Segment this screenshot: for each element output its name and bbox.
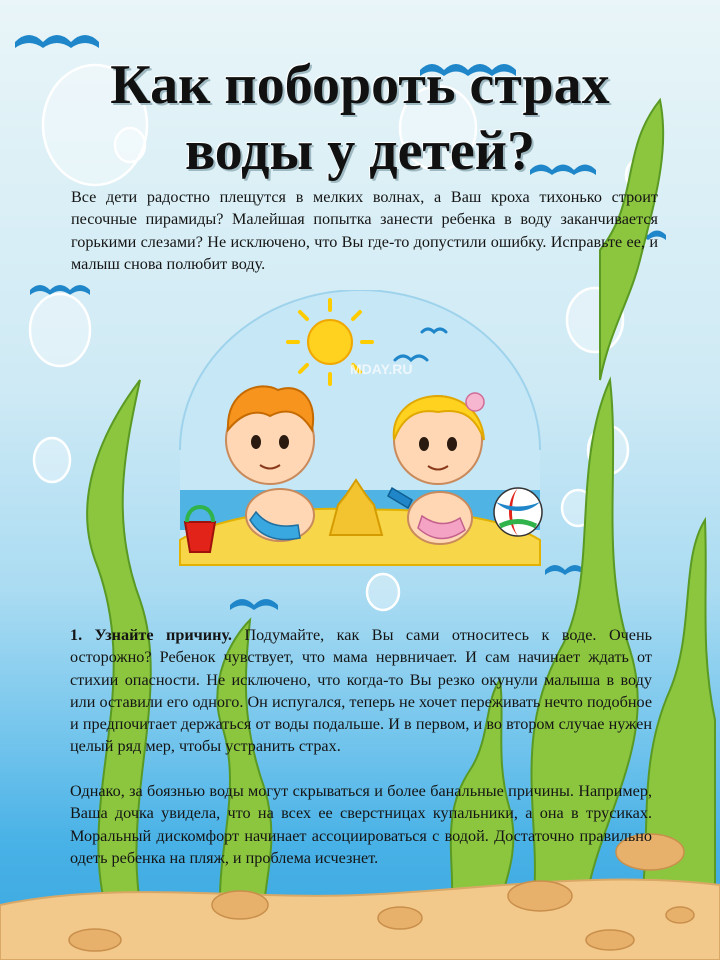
section-1-paragraph [70,624,652,758]
section-1-paragraph-2: Однако, за боязнью воды могут скрываться и более банальные причины. Например, Ваша дочка увидела, что на всех ее сверстницах купальники, а она в трусиках. Моральный дискомфорт начинает ассоциироваться с водой. Достаточно правильно одеть ребенка на пляж, и проблема исчезнет. [70,782,652,867]
watermark-text: MDAY.RU [350,361,413,377]
section-1-heading: 1. Узнайте причину. [70,626,232,644]
page-title: Как побороть страх воды у детей? [110,54,610,182]
girl-character [394,393,484,544]
section-1-text: Подумайте, как Вы сами относитесь к воде. Очень осторожно? Ребенок чувствует, что мама нервничает. И сам начинает ждать от стихии опасности. Не исключено, что когда-то Вы резко окунули малыша в воду или оставили его одного. Он испугался, теперь не хочет переживать нечто подобное и предпочитает держаться от воды подальше. И в первом, и во втором случае нужен целый ряд мер, чтобы устранить страх. [70,626,653,756]
kids-beach-illustration [160,290,560,590]
beach-ball-icon [494,488,542,536]
intro-paragraph: Все дети радостно плещутся в мелких волнах, а Ваш кроха тихонько строит песочные пирамиды? Малейшая попытка занести ребенка в воду заканчивается горькими слезами? Не исключено, что Вы где-то допустили ошибку. Исправьте ее, и малыш снова полюбит воду. [71,188,658,273]
